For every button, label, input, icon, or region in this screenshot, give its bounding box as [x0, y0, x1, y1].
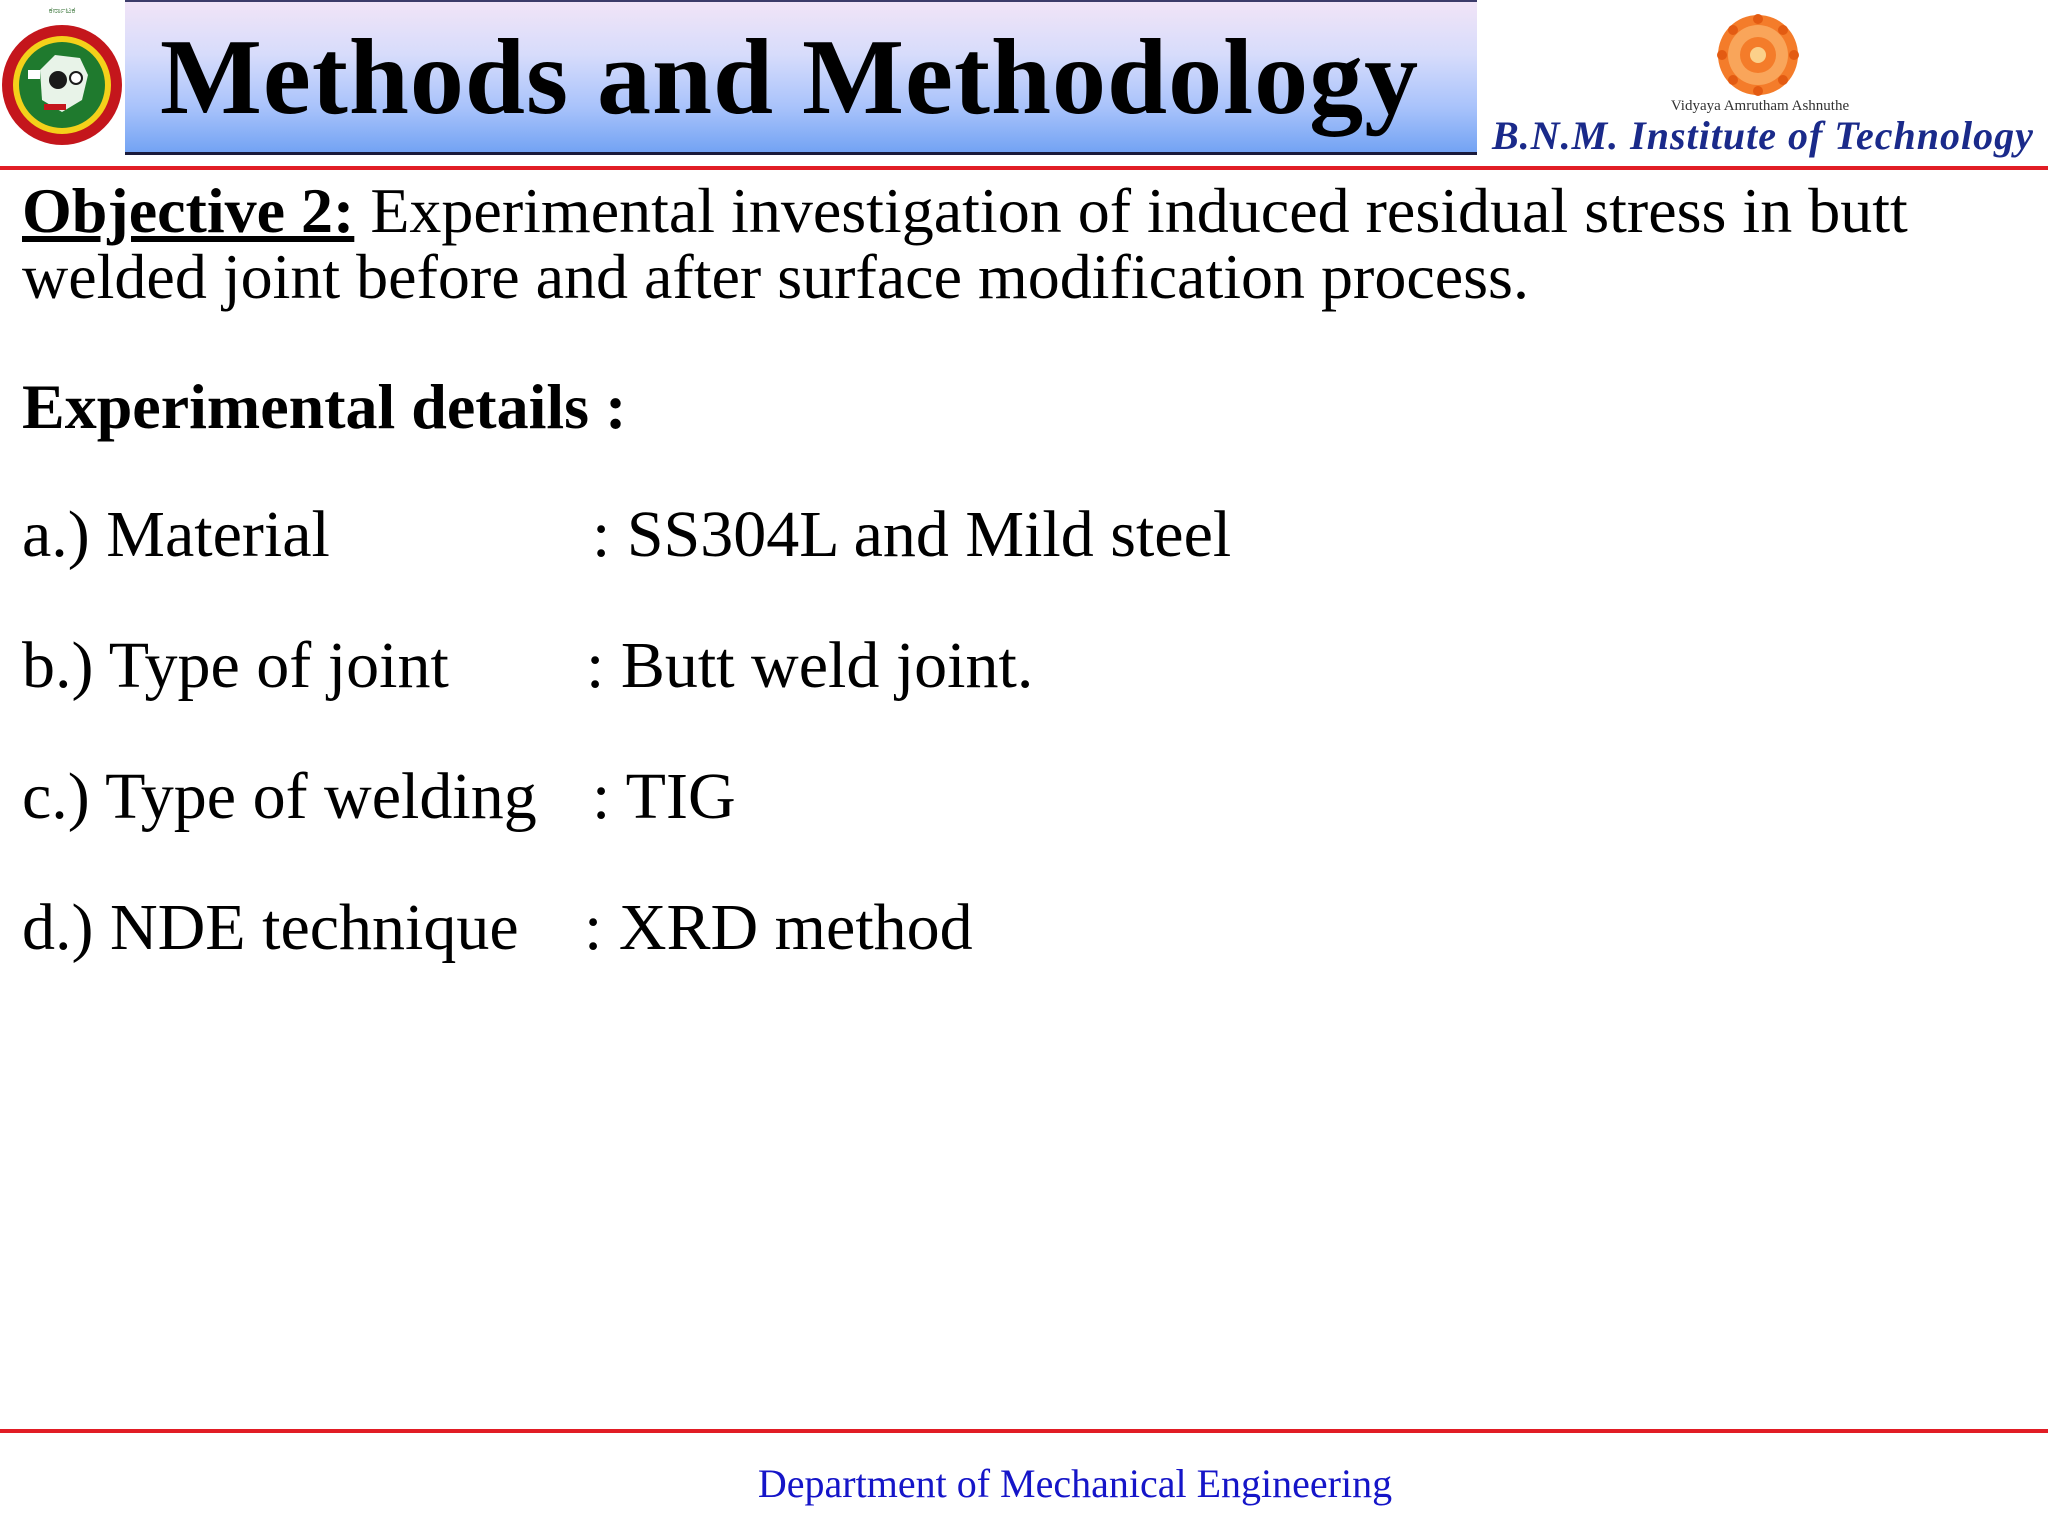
objective-paragraph [22, 175, 2022, 312]
detail-item-joint-type [22, 629, 1034, 702]
detail-label: b.) Type of joint [22, 629, 449, 702]
objective-label: Objective 2: [22, 175, 355, 246]
detail-item-welding-type [22, 760, 736, 833]
detail-value: : XRD method [584, 891, 973, 964]
detail-item-nde-technique [22, 891, 973, 964]
detail-label: d.) NDE technique [22, 891, 519, 964]
header-divider [0, 166, 2048, 170]
institute-motto: Vidyaya Amrutham Ashnuthe [1670, 98, 1850, 114]
page-title: Methods and Methodology [160, 18, 1420, 137]
objective-text: Experimental investigation of induced residual stress in butt welded joint before and after surface modification process. [22, 175, 1908, 312]
detail-item-material [22, 498, 1232, 571]
svg-text:ಕರ್ನಾಟಕ: ಕರ್ನಾಟಕ [48, 6, 76, 16]
experimental-details-heading: Experimental details : [22, 371, 627, 442]
slide-body [22, 175, 2022, 964]
detail-value: : TIG [592, 760, 736, 833]
institute-name: B.N.M. Institute of Technology [1492, 113, 2034, 158]
detail-label: c.) Type of welding [22, 760, 537, 833]
detail-label: a.) Material [22, 498, 330, 571]
university-seal-icon [0, 0, 125, 160]
footer-department: Department of Mechanical Engineering [757, 1461, 1393, 1506]
detail-value: : Butt weld joint. [586, 629, 1034, 702]
footer-divider [0, 1429, 2048, 1433]
detail-value: : SS304L and Mild steel [592, 498, 1232, 571]
